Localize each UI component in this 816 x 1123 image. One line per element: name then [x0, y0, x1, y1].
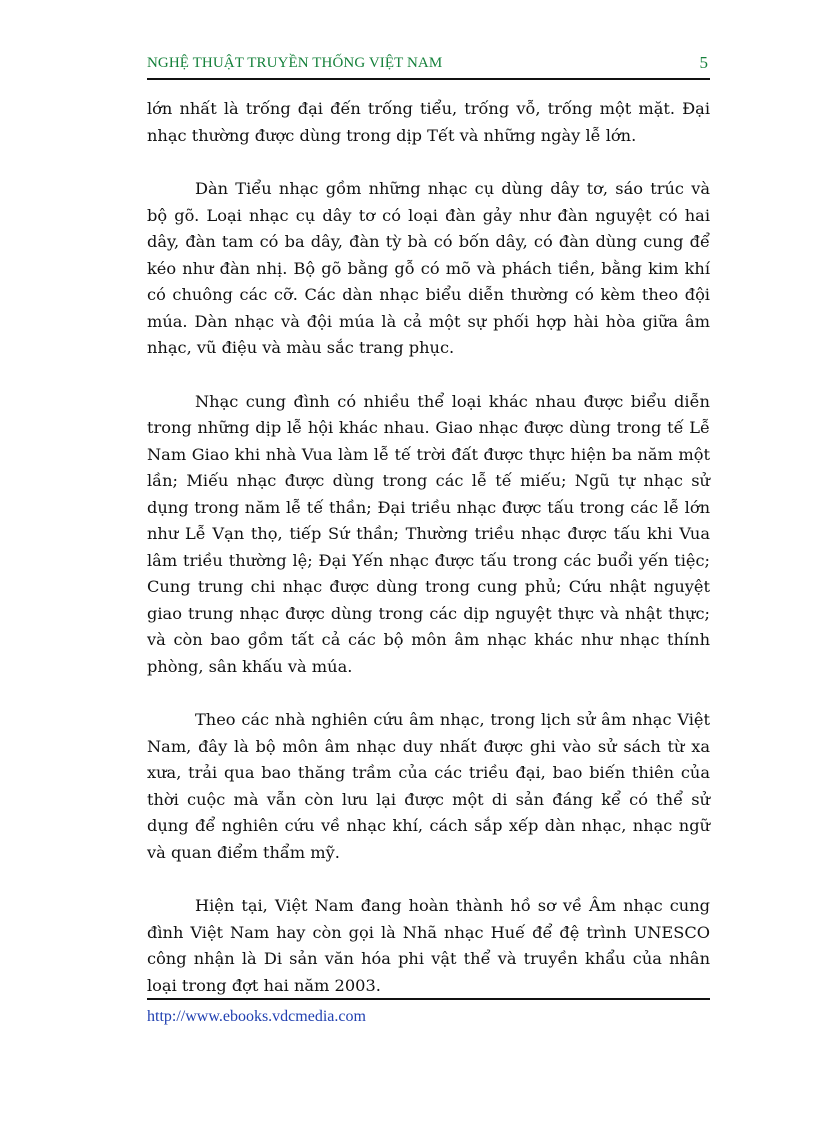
paragraph-unesco: Hiện tại, Việt Nam đang hoàn thành hồ sơ về Âm nhạc cung đình Việt Nam hay còn gọi là Nhã nhạc Huế để đệ trình UNESCO công nhận là Di sản văn hóa phi vật thể và truyền khẩu của nhân loại trong đợt hai năm 2003.	[147, 896, 710, 995]
running-title: NGHỆ THUẬT TRUYỀN THỐNG VIỆT NAM	[147, 55, 443, 71]
footer-website-link[interactable]: http://www.ebooks.vdcmedia.com	[147, 1008, 366, 1025]
page-header	[147, 52, 710, 80]
page-number: 5	[699, 53, 708, 72]
paragraph-continued: lớn nhất là trống đại đến trống tiểu, trống vỗ, trống một mặt. Đại nhạc thường được dùng trong dịp Tết và những ngày lễ lớn.	[147, 99, 710, 145]
paragraph-nghien-cuu: Theo các nhà nghiên cứu âm nhạc, trong lịch sử âm nhạc Việt Nam, đây là bộ môn âm nhạc duy nhất được ghi vào sử sách từ xa xưa, trải qua bao thăng trầm của các triều đại, bao biến thiên của thời cuộc mà vẫn còn lưu lại được một di sản đáng kể có thể sử dụng để nghiên cứu về nhạc khí, cách sắp xếp dàn nhạc, nhạc ngữ và quan điểm thẩm mỹ.	[147, 710, 710, 862]
paragraph-nhac-cung-dinh: Nhạc cung đình có nhiều thể loại khác nhau được biểu diễn trong những dịp lễ hội khác nhau. Giao nhạc được dùng trong tế Lễ Nam Giao khi nhà Vua làm lễ tế trời đất được thực hiện ba năm một lần; Miếu nhạc được dùng trong các lễ tế miếu; Ngũ tự nhạc sử dụng trong năm lễ tế thần; Đại triều nhạc được tấu trong các lễ lớn như Lễ Vạn thọ, tiếp Sứ thần; Thường triều nhạc được tấu khi Vua lâm triều thường lệ; Đại Yến nhạc được tấu trong các buổi yến tiệc; Cung trung chi nhạc được dùng trong cung phủ; Cứu nhật nguyệt giao trung nhạc được dùng trong các dịp nguyệt thực và nhật thực; và còn bao gồm tất cả các bộ môn âm nhạc khác như nhạc thính phòng, sân khấu và múa.	[147, 391, 710, 676]
body-text	[147, 96, 710, 1026]
footer-divider	[147, 998, 710, 1000]
paragraph-tieu-nhac: Dàn Tiểu nhạc gồm những nhạc cụ dùng dây tơ, sáo trúc và bộ gõ. Loại nhạc cụ dây tơ có loại đàn gảy như đàn nguyệt có hai dây, đàn tam có ba dây, đàn tỳ bà có bốn dây, có đàn dùng cung để kéo như đàn nhị. Bộ gõ bằng gỗ có mõ và phách tiền, bằng kim khí có chuông các cỡ. Các dàn nhạc biểu diễn thường có kèm theo đội múa. Dàn nhạc và đội múa là cả một sự phối hợp hài hòa giữa âm nhạc, vũ điệu và màu sắc trang phục.	[147, 179, 710, 357]
